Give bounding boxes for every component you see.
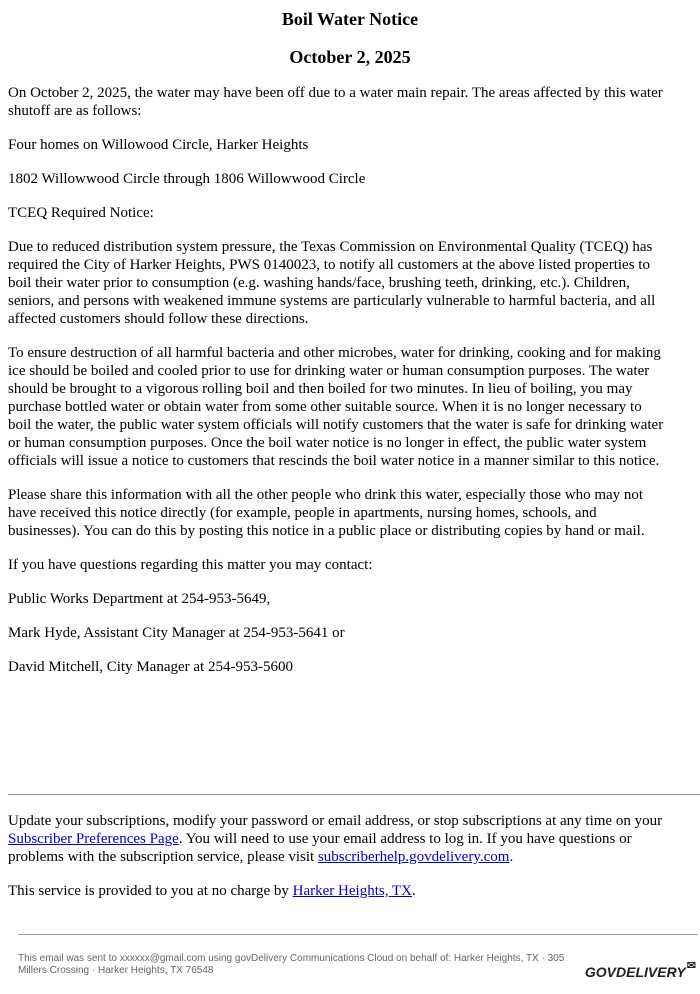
- paragraph: [8, 624, 700, 642]
- paragraph: [8, 238, 700, 328]
- notice-title: Boil Water Notice: [281, 9, 419, 29]
- paragraph-line: 1802 Willowwood Circle through 1806 Willowwood Circle: [8, 171, 366, 187]
- subscriberhelp-link[interactable]: subscriberhelp.govdelivery.com: [317, 849, 510, 865]
- paragraph-line: affected customers should follow these directions.: [8, 311, 309, 327]
- paragraph-line: shutoff are as follows:: [8, 103, 142, 119]
- footer-text: Update your subscriptions, modify your password or email address, or stop subscriptions at any time on your: [8, 813, 663, 829]
- harker-heights-link[interactable]: Harker Heights, TX: [292, 883, 412, 899]
- sent-info-line: Millers Crossing · Harker Heights, TX 76548: [18, 965, 214, 976]
- footer-text: problems with the subscription service, please visit: [8, 849, 318, 865]
- footer-text: . You will need to use your email address to log in. If you have questions or: [178, 831, 632, 847]
- footer-text: This service is provided to you at no charge by: [8, 883, 293, 899]
- paragraph-line: Mark Hyde, Assistant City Manager at 254-953-5641 or: [8, 625, 345, 641]
- paragraph: [8, 486, 700, 540]
- paragraph: [8, 136, 700, 154]
- paragraph-line: boil their water prior to consumption (e.g. washing hands/face, brushing teeth, drinking, etc.). Children,: [8, 275, 630, 291]
- paragraph-line: have received this notice directly (for example, people in apartments, nursing homes, schools, and: [8, 505, 597, 521]
- footer-text: .: [411, 883, 416, 899]
- divider: [8, 794, 700, 795]
- paragraph-line: Public Works Department at 254-953-5649,: [8, 591, 271, 607]
- paragraph-line: David Mitchell, City Manager at 254-953-5600: [8, 659, 293, 675]
- sent-info: [18, 953, 583, 977]
- paragraph: [8, 170, 700, 188]
- notice-content: [8, 84, 700, 692]
- paragraph-line: seniors, and persons with weakened immune systems are particularly vulnerable to harmful bacteria, and all: [8, 293, 656, 309]
- govdelivery-logo-text: GOVDELIVERY: [584, 964, 686, 980]
- paragraph-line: If you have questions regarding this matter you may contact:: [8, 557, 373, 573]
- divider: [18, 934, 698, 935]
- paragraph: [8, 84, 700, 120]
- sent-info-line: This email was sent to xxxxxx@gmail.com using govDelivery Communications Cloud on behalf of: Harker Heights, TX · 305: [18, 953, 565, 964]
- paragraph-line: businesses). You can do this by posting this notice in a public place or distributing copies by hand or mail.: [8, 523, 645, 539]
- paragraph-line: required the City of Harker Heights, PWS 0140023, to notify all customers at the above listed properties to: [8, 257, 650, 273]
- paragraph-line: purchase bottled water or obtain water from some other suitable source. When it is no longer necessary to: [8, 399, 642, 415]
- paragraph: [8, 344, 700, 470]
- paragraph-line: should be brought to a vigorous rolling boil and then boiled for two minutes. In lieu of boiling, you may: [8, 381, 633, 397]
- paragraph-line: On October 2, 2025, the water may have been off due to a water main repair. The areas affected by this water: [8, 85, 663, 101]
- paragraph-line: officials will issue a notice to customers that rescinds the boil water notice in a manner similar to this notice.: [8, 453, 660, 469]
- paragraph-line: Please share this information with all the other people who drink this water, especially those who may not: [8, 487, 644, 503]
- subscriber-preferences-link[interactable]: Subscriber Preferences Page: [8, 831, 179, 847]
- paragraph: [8, 556, 700, 574]
- footer-text: .: [509, 849, 514, 865]
- notice-date: October 2, 2025: [289, 47, 411, 67]
- paragraph-line: or human consumption purposes. Once the boil water notice is no longer in effect, the public water system: [8, 435, 647, 451]
- paragraph: [8, 658, 700, 676]
- paragraph-line: Four homes on Willowood Circle, Harker Heights: [8, 137, 309, 153]
- paragraph-line: Due to reduced distribution system pressure, the Texas Commission on Environmental Quality (TCEQ) has: [8, 239, 653, 255]
- paragraph: [8, 204, 700, 222]
- govdelivery-logo: [585, 958, 696, 980]
- paragraph-line: ice should be boiled and cooled prior to use for drinking water or human consumption purposes. The water: [8, 363, 650, 379]
- paragraph: [8, 590, 700, 608]
- paragraph-line: TCEQ Required Notice:: [8, 205, 154, 221]
- envelope-icon: ✉: [686, 960, 696, 972]
- paragraph-line: boil the water, the public water system officials will notify customers that the water is safe for drinking water: [8, 417, 664, 433]
- paragraph-line: To ensure destruction of all harmful bacteria and other microbes, water for drinking, cooking and for making: [8, 345, 661, 361]
- subscription-footer: [8, 812, 700, 916]
